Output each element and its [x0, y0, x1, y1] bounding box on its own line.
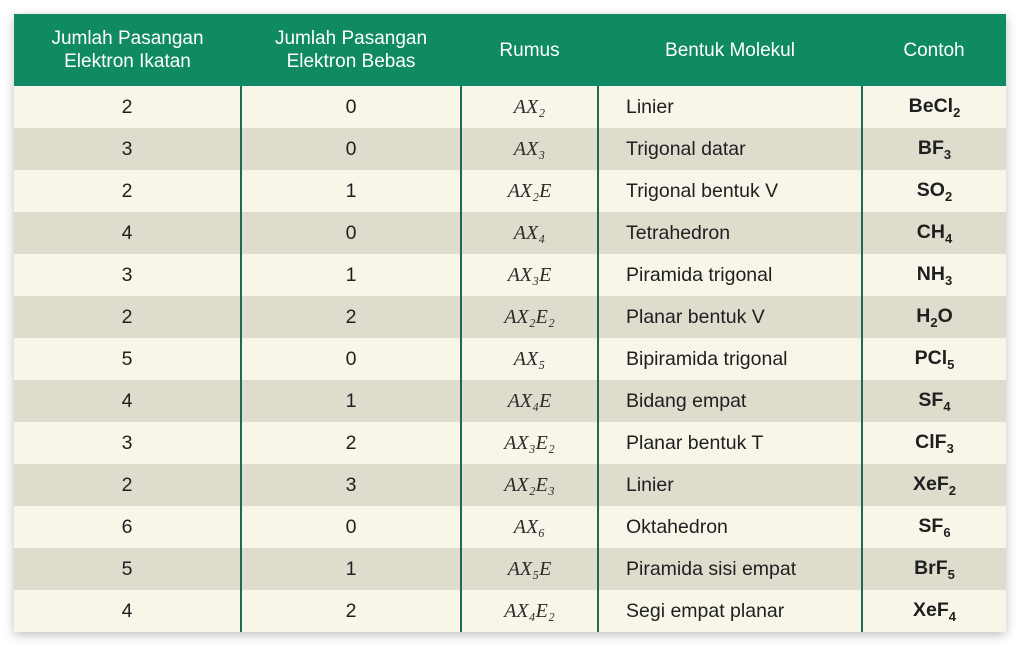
cell-molecular-shape: Oktahedron — [598, 506, 862, 548]
table-body — [14, 86, 1006, 632]
cell-example: ClF$_3$ — [862, 422, 1006, 464]
cell-formula: AX₃ — [461, 128, 598, 170]
table-row — [14, 548, 1006, 590]
cell-bonding-pairs: 3 — [14, 254, 241, 296]
header-example: Contoh — [862, 14, 1006, 86]
cell-molecular-shape: Piramida trigonal — [598, 254, 862, 296]
table-row — [14, 590, 1006, 632]
cell-formula: AX₆ — [461, 506, 598, 548]
cell-molecular-shape: Bipiramida trigonal — [598, 338, 862, 380]
cell-bonding-pairs: 3 — [14, 128, 241, 170]
table-row — [14, 296, 1006, 338]
cell-lone-pairs: 2 — [241, 296, 461, 338]
cell-example: $H_2O$ — [862, 296, 1006, 338]
cell-example: BeCl$_2$ — [862, 86, 1006, 128]
cell-bonding-pairs: 5 — [14, 548, 241, 590]
table-header-row — [14, 14, 1006, 86]
cell-formula: AX₃E₂ — [461, 422, 598, 464]
cell-bonding-pairs: 6 — [14, 506, 241, 548]
cell-example: $BF_3$ — [862, 128, 1006, 170]
table-row — [14, 86, 1006, 128]
cell-lone-pairs: 0 — [241, 212, 461, 254]
cell-molecular-shape: Planar bentuk T — [598, 422, 862, 464]
cell-bonding-pairs: 2 — [14, 296, 241, 338]
cell-formula: AX₃E — [461, 254, 598, 296]
table-row — [14, 380, 1006, 422]
cell-molecular-shape: Planar bentuk V — [598, 296, 862, 338]
table-row — [14, 338, 1006, 380]
cell-example: BrF$_5$ — [862, 548, 1006, 590]
cell-bonding-pairs: 3 — [14, 422, 241, 464]
cell-formula: AX₅ — [461, 338, 598, 380]
cell-lone-pairs: 1 — [241, 380, 461, 422]
table-row — [14, 212, 1006, 254]
cell-formula: AX₂E₂ — [461, 296, 598, 338]
table-row — [14, 422, 1006, 464]
table-row — [14, 506, 1006, 548]
cell-example: XeF$_2$ — [862, 464, 1006, 506]
cell-lone-pairs: 1 — [241, 254, 461, 296]
cell-bonding-pairs: 4 — [14, 380, 241, 422]
cell-formula: AX₄ — [461, 212, 598, 254]
cell-formula: AX₄E — [461, 380, 598, 422]
cell-example: $SF_6$ — [862, 506, 1006, 548]
cell-example: $NH_3$ — [862, 254, 1006, 296]
cell-molecular-shape: Trigonal datar — [598, 128, 862, 170]
cell-formula: AX₂E — [461, 170, 598, 212]
cell-example: $CH_4$ — [862, 212, 1006, 254]
cell-molecular-shape: Trigonal bentuk V — [598, 170, 862, 212]
cell-molecular-shape: Bidang empat — [598, 380, 862, 422]
cell-lone-pairs: 0 — [241, 338, 461, 380]
cell-lone-pairs: 0 — [241, 86, 461, 128]
cell-formula: AX₅E — [461, 548, 598, 590]
cell-lone-pairs: 3 — [241, 464, 461, 506]
cell-formula: AX₂E₃ — [461, 464, 598, 506]
cell-example: $SF_4$ — [862, 380, 1006, 422]
cell-example: $SO_2$ — [862, 170, 1006, 212]
cell-lone-pairs: 0 — [241, 506, 461, 548]
cell-bonding-pairs: 5 — [14, 338, 241, 380]
cell-molecular-shape: Segi empat planar — [598, 590, 862, 632]
cell-formula: AX₂ — [461, 86, 598, 128]
header-lone-pairs: Jumlah Pasangan Elektron Bebas — [241, 14, 461, 86]
table-row — [14, 464, 1006, 506]
cell-example: PCl$_5$ — [862, 338, 1006, 380]
cell-lone-pairs: 1 — [241, 548, 461, 590]
cell-lone-pairs: 2 — [241, 590, 461, 632]
vsepr-table-card — [14, 14, 1006, 632]
table-row — [14, 170, 1006, 212]
header-molecular-shape: Bentuk Molekul — [598, 14, 862, 86]
cell-molecular-shape: Tetrahedron — [598, 212, 862, 254]
header-bonding-pairs: Jumlah Pasangan Elektron Ikatan — [14, 14, 241, 86]
header-formula: Rumus — [461, 14, 598, 86]
table-row — [14, 128, 1006, 170]
cell-formula: AX₄E₂ — [461, 590, 598, 632]
molecular-shape-table — [14, 14, 1006, 632]
cell-molecular-shape: Linier — [598, 86, 862, 128]
cell-molecular-shape: Linier — [598, 464, 862, 506]
cell-lone-pairs: 1 — [241, 170, 461, 212]
table-row — [14, 254, 1006, 296]
cell-lone-pairs: 2 — [241, 422, 461, 464]
cell-bonding-pairs: 2 — [14, 170, 241, 212]
cell-bonding-pairs: 4 — [14, 590, 241, 632]
cell-bonding-pairs: 4 — [14, 212, 241, 254]
cell-bonding-pairs: 2 — [14, 86, 241, 128]
cell-bonding-pairs: 2 — [14, 464, 241, 506]
cell-example: XeF$_4$ — [862, 590, 1006, 632]
cell-lone-pairs: 0 — [241, 128, 461, 170]
cell-molecular-shape: Piramida sisi empat — [598, 548, 862, 590]
